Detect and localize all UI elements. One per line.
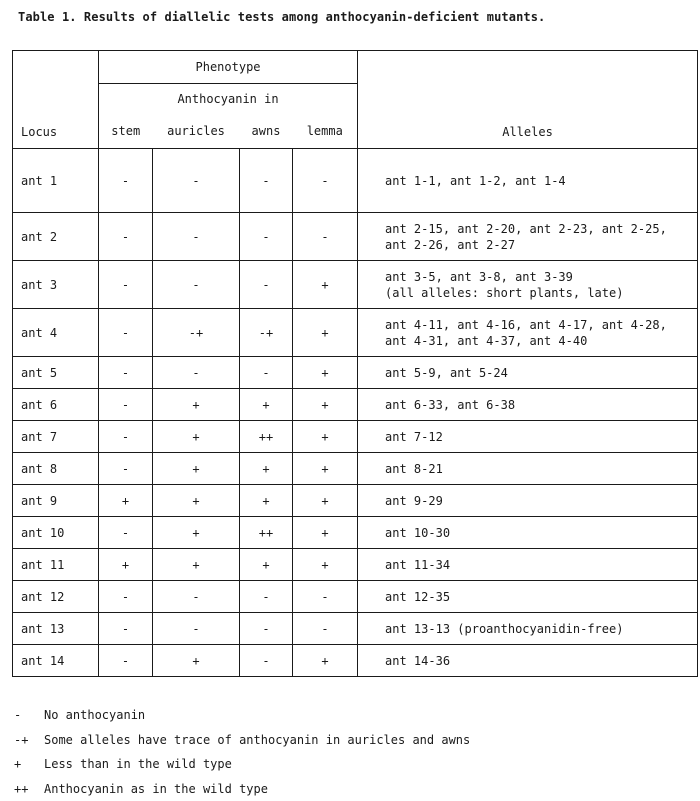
alleles-line: ant 8-21 xyxy=(385,461,443,476)
lemma-cell: + xyxy=(293,309,358,357)
auricles-cell: - xyxy=(153,213,240,261)
header-stem: stem xyxy=(99,114,153,149)
locus-cell: ant 13 xyxy=(13,613,99,645)
header-auricles: auricles xyxy=(153,114,240,149)
table-row xyxy=(13,485,698,517)
stem-cell: - xyxy=(99,149,153,213)
stem-cell: - xyxy=(99,421,153,453)
stem-cell: - xyxy=(99,613,153,645)
locus-cell: ant 1 xyxy=(13,149,99,213)
awns-cell: + xyxy=(240,389,293,421)
table-row xyxy=(13,581,698,613)
auricles-cell: - xyxy=(153,149,240,213)
legend-text: Anthocyanin as in the wild type xyxy=(44,781,268,796)
table-row xyxy=(13,357,698,389)
table-row xyxy=(13,213,698,261)
lemma-cell: + xyxy=(293,389,358,421)
auricles-cell: + xyxy=(153,389,240,421)
legend-item xyxy=(14,782,470,801)
table-caption: Table 1. Results of diallelic tests among anthocyanin-deficient mutants. xyxy=(18,10,546,24)
alleles-cell xyxy=(358,581,698,613)
alleles-cell xyxy=(358,213,698,261)
awns-cell: - xyxy=(240,613,293,645)
alleles-line: ant 11-34 xyxy=(385,557,451,572)
table-row xyxy=(13,149,698,213)
results-table xyxy=(12,50,698,677)
stem-cell: - xyxy=(99,453,153,485)
lemma-cell: + xyxy=(293,485,358,517)
auricles-cell: + xyxy=(153,453,240,485)
header-alleles: Alleles xyxy=(358,51,698,149)
locus-cell: ant 10 xyxy=(13,517,99,549)
alleles-line: ant 4-11, ant 4-16, ant 4-17, ant 4-28, xyxy=(385,317,667,332)
lemma-cell: - xyxy=(293,613,358,645)
alleles-line: ant 14-36 xyxy=(385,653,451,668)
lemma-cell: + xyxy=(293,421,358,453)
alleles-line: ant 5-9, ant 5-24 xyxy=(385,365,508,380)
alleles-cell xyxy=(358,613,698,645)
header-lemma: lemma xyxy=(293,114,358,149)
table-row xyxy=(13,517,698,549)
alleles-line: ant 12-35 xyxy=(385,589,451,604)
locus-cell: ant 3 xyxy=(13,261,99,309)
locus-cell: ant 7 xyxy=(13,421,99,453)
legend-symbol: ++ xyxy=(14,781,29,796)
auricles-cell: + xyxy=(153,517,240,549)
lemma-cell: + xyxy=(293,517,358,549)
locus-cell: ant 14 xyxy=(13,645,99,677)
awns-cell: - xyxy=(240,213,293,261)
locus-cell: ant 6 xyxy=(13,389,99,421)
legend-item xyxy=(14,757,470,782)
alleles-cell xyxy=(358,453,698,485)
alleles-line: ant 3-5, ant 3-8, ant 3-39 xyxy=(385,269,573,284)
awns-cell: -+ xyxy=(240,309,293,357)
locus-cell: ant 11 xyxy=(13,549,99,581)
table-row xyxy=(13,613,698,645)
alleles-cell xyxy=(358,309,698,357)
alleles-line: ant 7-12 xyxy=(385,429,443,444)
auricles-cell: + xyxy=(153,421,240,453)
awns-cell: - xyxy=(240,149,293,213)
header-anthocyanin-in: Anthocyanin in xyxy=(99,84,358,115)
stem-cell: - xyxy=(99,261,153,309)
lemma-cell: - xyxy=(293,213,358,261)
alleles-line: ant 6-33, ant 6-38 xyxy=(385,397,516,412)
stem-cell: - xyxy=(99,517,153,549)
legend xyxy=(14,708,470,801)
lemma-cell: + xyxy=(293,453,358,485)
alleles-cell xyxy=(358,389,698,421)
alleles-cell xyxy=(358,149,698,213)
awns-cell: - xyxy=(240,261,293,309)
locus-cell: ant 4 xyxy=(13,309,99,357)
awns-cell: + xyxy=(240,453,293,485)
awns-cell: - xyxy=(240,645,293,677)
stem-cell: + xyxy=(99,485,153,517)
alleles-cell xyxy=(358,357,698,389)
lemma-cell: + xyxy=(293,645,358,677)
alleles-line: ant 13-13 (proanthocyanidin-free) xyxy=(385,621,624,636)
table-row xyxy=(13,309,698,357)
alleles-line: ant 10-30 xyxy=(385,525,451,540)
table-row xyxy=(13,421,698,453)
table-row xyxy=(13,549,698,581)
header-locus: Locus xyxy=(13,51,99,149)
legend-symbol: -+ xyxy=(14,732,29,747)
legend-symbol: + xyxy=(14,757,22,771)
alleles-line: ant 2-15, ant 2-20, ant 2-23, ant 2-25, xyxy=(385,221,667,236)
table-row xyxy=(13,261,698,309)
locus-cell: ant 12 xyxy=(13,581,99,613)
header-awns: awns xyxy=(240,114,293,149)
legend-item xyxy=(14,733,470,758)
stem-cell: - xyxy=(99,213,153,261)
legend-text: Some alleles have trace of anthocyanin in auricles and awns xyxy=(44,732,471,747)
alleles-cell xyxy=(358,549,698,581)
stem-cell: - xyxy=(99,389,153,421)
awns-cell: + xyxy=(240,549,293,581)
auricles-cell: - xyxy=(153,261,240,309)
lemma-cell: + xyxy=(293,261,358,309)
table-row xyxy=(13,453,698,485)
legend-item xyxy=(14,708,470,733)
locus-cell: ant 8 xyxy=(13,453,99,485)
alleles-line: ant 9-29 xyxy=(385,493,443,508)
auricles-cell: - xyxy=(153,357,240,389)
auricles-cell: - xyxy=(153,613,240,645)
alleles-cell xyxy=(358,485,698,517)
alleles-cell xyxy=(358,517,698,549)
alleles-cell xyxy=(358,421,698,453)
stem-cell: - xyxy=(99,581,153,613)
lemma-cell: + xyxy=(293,549,358,581)
stem-cell: - xyxy=(99,309,153,357)
lemma-cell: - xyxy=(293,149,358,213)
alleles-line: ant 2-26, ant 2-27 xyxy=(385,237,516,252)
auricles-cell: + xyxy=(153,485,240,517)
locus-cell: ant 9 xyxy=(13,485,99,517)
legend-text: Less than in the wild type xyxy=(44,757,232,771)
auricles-cell: -+ xyxy=(153,309,240,357)
legend-symbol: - xyxy=(14,708,22,722)
locus-cell: ant 2 xyxy=(13,213,99,261)
lemma-cell: - xyxy=(293,581,358,613)
legend-text: No anthocyanin xyxy=(44,708,146,722)
auricles-cell: - xyxy=(153,581,240,613)
locus-cell: ant 5 xyxy=(13,357,99,389)
awns-cell: ++ xyxy=(240,517,293,549)
stem-cell: - xyxy=(99,357,153,389)
awns-cell: - xyxy=(240,357,293,389)
alleles-line: ant 1-1, ant 1-2, ant 1-4 xyxy=(385,173,566,188)
alleles-line: (all alleles: short plants, late) xyxy=(385,285,624,300)
table-row xyxy=(13,645,698,677)
lemma-cell: + xyxy=(293,357,358,389)
table-row xyxy=(13,389,698,421)
alleles-cell xyxy=(358,261,698,309)
awns-cell: + xyxy=(240,485,293,517)
auricles-cell: + xyxy=(153,645,240,677)
stem-cell: + xyxy=(99,549,153,581)
auricles-cell: + xyxy=(153,549,240,581)
awns-cell: - xyxy=(240,581,293,613)
header-phenotype: Phenotype xyxy=(99,51,358,84)
alleles-line: ant 4-31, ant 4-37, ant 4-40 xyxy=(385,333,588,348)
awns-cell: ++ xyxy=(240,421,293,453)
alleles-cell xyxy=(358,645,698,677)
stem-cell: - xyxy=(99,645,153,677)
